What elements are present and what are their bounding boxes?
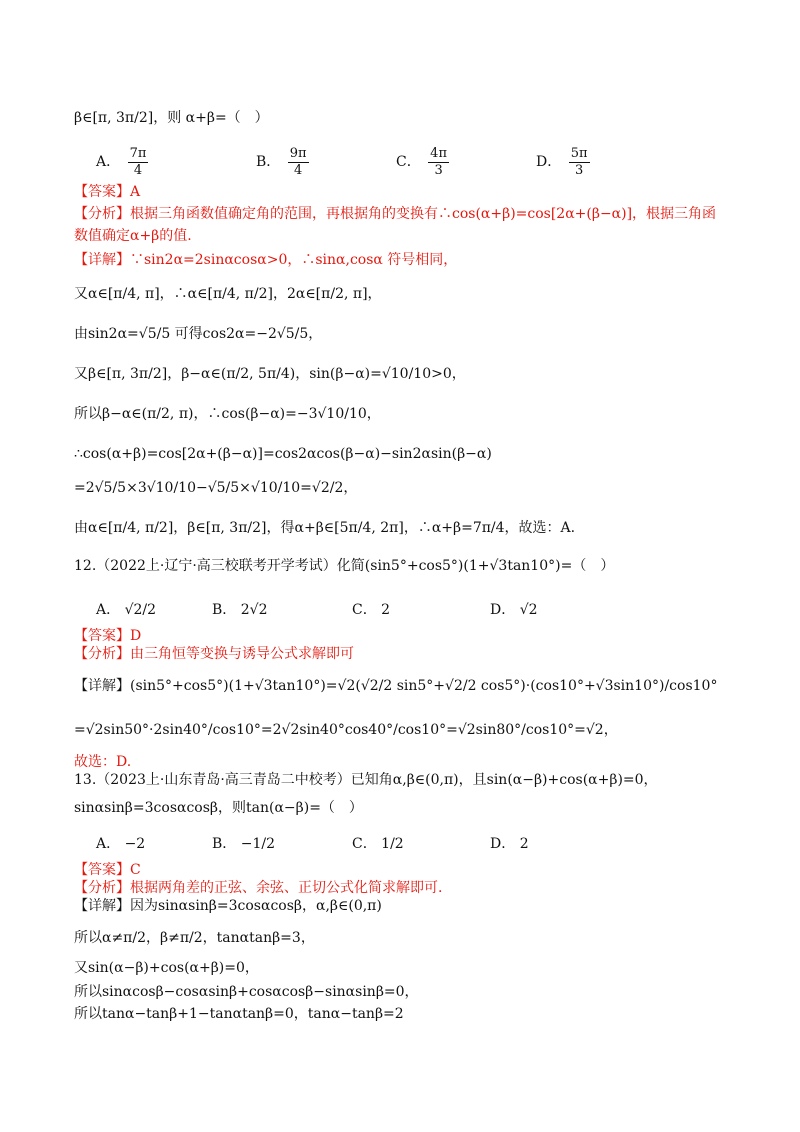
q13-option-c: C． 1/2 (352, 836, 404, 852)
q11-option-b: B． $\frac{9\pi}{4}$ (256, 145, 307, 178)
q12-option-d: D． √2 (490, 602, 538, 618)
q12-analysis: 【分析】由三角恒等变换与诱导公式求解即可 (74, 646, 354, 662)
q12-option-a: A． √2/2 (96, 602, 157, 618)
q12-detail-line: 【详解】(sin5°+cos5°)(1+√3tan10°)=√2(√2/2 sin5°+√2/2 cos5°)·(cos10°+√3sin10°)/cos10° (74, 678, 718, 694)
q11-detail-line: 又α∈[π/4, π]，∴α∈[π/4, π/2]，2α∈[π/2, π]， (74, 286, 382, 302)
q13-answer: 【答案】C (74, 862, 141, 878)
q13-analysis: 【分析】根据两角差的正弦、余弦、正切公式化简求解即可. (74, 880, 443, 896)
q13-detail-line: 所以sinαcosβ−cosαsinβ+cosαcosβ−sinαsinβ=0， (74, 984, 419, 1000)
q11-option-c: C． $\frac{4\pi}{3}$ (396, 145, 447, 178)
q11-detail-line: 所以β−α∈(π/2, π)，∴cos(β−α)=−3√10/10， (74, 406, 381, 422)
q12-detail-line: =√2sin50°·2sin40°/cos10°=2√2sin40°cos40°/cos10°=√2sin80°/cos10°=√2， (74, 722, 618, 738)
q13-option-a: A． −2 (96, 836, 146, 852)
q13-detail-line: 又sin(α−β)+cos(α+β)=0， (74, 960, 259, 976)
q11-detail-line: 又β∈[π, 3π/2]，β−α∈(π/2, 5π/4)，sin(β−α)=√10/10>0， (74, 366, 466, 382)
q11-stem: β∈[π, 3π/2]，则 α+β=（ ） (74, 110, 269, 126)
q11-analysis-line-1: 【分析】根据三角函数值确定角的范围，再根据角的变换有∴cos(α+β)=cos[2α+(β−α)]，根据三角函 (74, 206, 717, 222)
q11-detail-line: 由sin2α=√5/5 可得cos2α=−2√5/5， (74, 326, 323, 342)
q13-detail-line: 所以tanα−tanβ+1−tanαtanβ=0，tanα−tanβ=2 (74, 1006, 404, 1022)
q11-detail-line: ∴cos(α+β)=cos[2α+(β−α)]=cos2αcos(β−α)−sin2αsin(β−α) (74, 446, 492, 462)
q11-detail-line: 由α∈[π/4, π/2]，β∈[π, 3π/2]，得α+β∈[5π/4, 2π]，∴α+β=7π/4，故选：A. (74, 520, 576, 536)
q12-options (96, 590, 736, 630)
q13-stem-line-2: sinαsinβ=3cosαcosβ，则tan(α−β)=（ ） (74, 800, 363, 816)
q12-answer: 【答案】D (74, 628, 142, 644)
q13-detail-line: 所以α≠π/2，β≠π/2，tanαtanβ=3， (74, 930, 315, 946)
q13-options (96, 824, 736, 864)
q11-answer: 【答案】A (74, 184, 141, 200)
q11-detail-line: 【详解】∵sin2α=2sinαcosα>0，∴sinα,cosα 符号相同， (74, 252, 458, 268)
q13-option-d: D． 2 (490, 836, 529, 852)
q12-option-b: B． 2√2 (212, 602, 268, 618)
q11-option-d: D． $\frac{5\pi}{3}$ (536, 145, 588, 178)
q13-detail-line: 【详解】因为sinαsinβ=3cosαcosβ，α,β∈(0,π) (74, 898, 382, 914)
q12-stem: 12.（2022上·辽宁·高三校联考开学考试）化简(sin5°+cos5°)(1+√3tan10°)=（ ） (74, 558, 615, 574)
q11-analysis-line-2: 数值确定α+β的值. (74, 228, 192, 244)
q12-option-c: C． 2 (352, 602, 391, 618)
q11-detail-line: =2√5/5×3√10/10−√5/5×√10/10=√2/2， (74, 480, 358, 496)
q11-option-a: A． $\frac{7\pi}{4}$ (96, 145, 147, 178)
q12-choose: 故选：D. (74, 754, 132, 770)
q13-stem-line-1: 13.（2023上·山东青岛·高三青岛二中校考）已知角α,β∈(0,π)，且sin(α−β)+cos(α+β)=0， (74, 772, 658, 788)
q11-options (96, 142, 736, 182)
q13-option-b: B． −1/2 (212, 836, 276, 852)
